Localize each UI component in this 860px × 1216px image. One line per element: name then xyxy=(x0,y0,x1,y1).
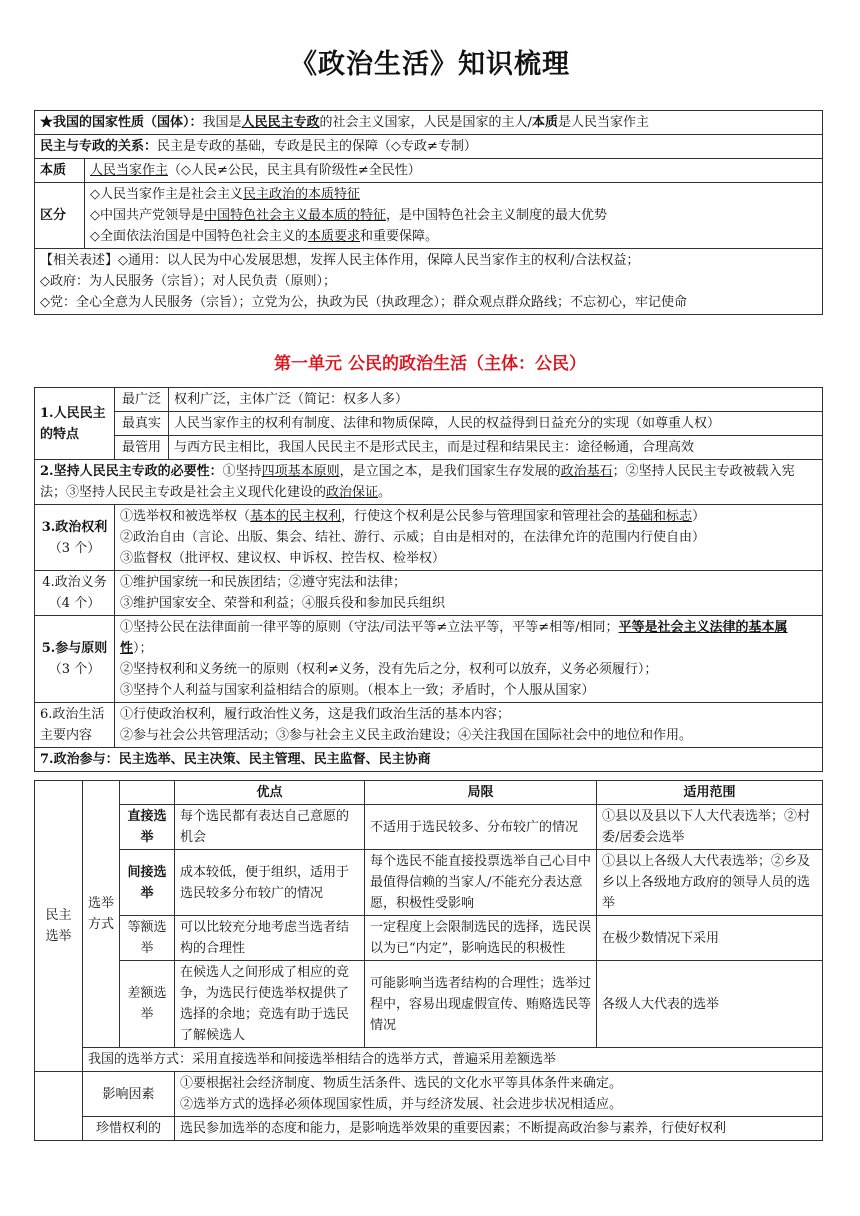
political-participation-row: 7.政治参与：民主选举、民主决策、民主管理、民主监督、民主协商 xyxy=(35,748,823,772)
page-title: 《政治生活》知识梳理 xyxy=(290,49,570,80)
feature-row: 最管用 与西方民主相比，我国人民民主不是形式民主，而是过程和结果民主：途径畅通，合理高效 xyxy=(35,436,823,460)
political-rights-row: 3.政治权利 （3 个） ①选举权和被选举权（基本的民主权利，行使这个权利是公民参与管理国家和管理社会的基础和标志） ②政治自由（言论、出版、集会、结社、游行、示威；自由是相对的，在法律允许的范围内行使自由） ③监督权（批评权、建议权、申诉权、控告权、检举权） xyxy=(35,505,823,571)
election-header-row: 民主选举 选举方式 优点 局限 适用范围 xyxy=(35,781,823,805)
cherish-rights-row: 珍惜权利的 选民参加选举的态度和能力，是影响选举效果的重要因素；不断提高政治参与素养，行使好权利 xyxy=(35,1117,823,1141)
participation-principles-row: 5.参与原则 （3 个） ①坚持公民在法律面前一律平等的原则（守法/司法平等≠立法平等，平等≠相等/相同；平等是社会主义法律的基本属性）； ②坚持权利和义务统一的原则（权利≠义务，没有先后之分，权利可以放弃，义务必须履行）； ③坚持个人利益与国家利益相结合的原则。（根本上一致；矛盾时，个人服从国家） xyxy=(35,616,823,703)
feature-row: 1.人民民主的特点 最广泛 权利广泛，主体广泛（简记：权多人多） xyxy=(35,388,823,412)
people-democracy-features-label: 1.人民民主的特点 xyxy=(35,388,115,460)
election-table xyxy=(34,780,823,1141)
political-duties-row: 4.政治义务 （4 个） ①维护国家统一和民族团结；②遵守宪法和法律； ③维护国家安全、荣誉和利益；④服兵役和参加民兵组织 xyxy=(35,571,823,616)
relation-row: 民主与专政的关系：民主是专政的基础，专政是民主的保障（◇专政≠专制） xyxy=(35,135,823,159)
relation-label: 民主与专政的关系： xyxy=(40,139,158,154)
feature-row: 最真实 人民当家作主的权利有制度、法律和物质保障，人民的权益得到日益充分的实现（如尊重人权） xyxy=(35,412,823,436)
necessity-row: 2.坚持人民民主专政的必要性：①坚持四项基本原则，是立国之本，是我们国家生存发展的政治基石；②坚持人民民主专政被载入宪法；③坚持人民民主专政是社会主义现代化建设的政治保证。 xyxy=(35,460,823,505)
unit-one-table xyxy=(34,387,823,772)
election-method-row: 直接选举 每个选民都有表达自己意愿的机会 不适用于选民较多、分布较广的情况 ①县以及县以下人大代表选举；②村委/居委会选举 xyxy=(35,805,823,850)
election-method-row: 等额选举 可以比较充分地考虑当选者结构的合理性 一定程度上会限制选民的选择，选民误以为已“内定”，影响选民的积极性 在极少数情况下采用 xyxy=(35,916,823,961)
democratic-election-label: 民主选举 xyxy=(35,781,83,1072)
related-statements-row: 【相关表述】◇通用：以人民为中心发展思想，发挥人民主体作用，保障人民当家作主的权利/合法权益； ◇政府：为人民服务（宗旨）；对人民负责（原则）； ◇党：全心全意为人民服务（宗旨）；立党为公，执政为民（执政理念）；群众观点群众路线；不忘初心，牢记使命 xyxy=(35,249,823,315)
essence-label: 本质 xyxy=(35,159,85,183)
state-nature-row: ★我国的国家性质（国体）：我国是人民民主专政的社会主义国家，人民是国家的主人/本质是人民当家作主 xyxy=(35,111,823,135)
unit-one-title: 第一单元 公民的政治生活（主体：公民） xyxy=(274,354,586,374)
essence-row: 本质 人民当家作主（◇人民≠公民，民主具有阶级性≠全民性） xyxy=(35,159,823,183)
influence-factors-row: 影响因素 ①要根据社会经济制度、物质生活条件、选民的文化水平等具体条件来确定。 ②选举方式的选择必须体现国家性质，并与经济发展、社会进步状况相适应。 xyxy=(35,1072,823,1117)
our-election-method-row: 我国的选举方式：采用直接选举和间接选举相结合的选举方式，普遍采用差额选举 xyxy=(35,1048,823,1072)
difference-row: 区分 ◇人民当家作主是社会主义民主政治的本质特征 ◇中国共产党领导是中国特色社会主义最本质的特征，是中国特色社会主义制度的最大优势 ◇全面依法治国是中国特色社会主义的本质要求和重要保障。 xyxy=(35,183,823,249)
difference-label: 区分 xyxy=(35,183,85,249)
people-democratic-dictatorship: 人民民主专政 xyxy=(241,115,320,130)
state-nature-table xyxy=(34,110,823,315)
election-method-label: 选举方式 xyxy=(83,781,120,1048)
election-method-row: 差额选举 在候选人之间形成了相应的竞争，为选民行使选举权提供了选择的余地；竞选有助于选民了解候选人 可能影响当选者结构的合理性；选举过程中，容易出现虚假宣传、贿赂选民等情况 各级人大代表的选举 xyxy=(35,961,823,1048)
state-nature-label: ★我国的国家性质（国体）： xyxy=(40,115,203,130)
political-life-content-row: 6.政治生活主要内容 ①行使政治权利，履行政治性义务，这是我们政治生活的基本内容； ②参与社会公共管理活动；③参与社会主义民主政治建设；④关注我国在国际社会中的地位和作用。 xyxy=(35,703,823,748)
election-method-row: 间接选举 成本较低，便于组织，适用于选民较多分布较广的情况 每个选民不能直接投票选举自己心目中最值得信赖的当家人/不能充分表达意愿，积极性受影响 ①县以上各级人大代表选举；②乡及乡以上各级地方政府的领导人员的选举 xyxy=(35,850,823,916)
